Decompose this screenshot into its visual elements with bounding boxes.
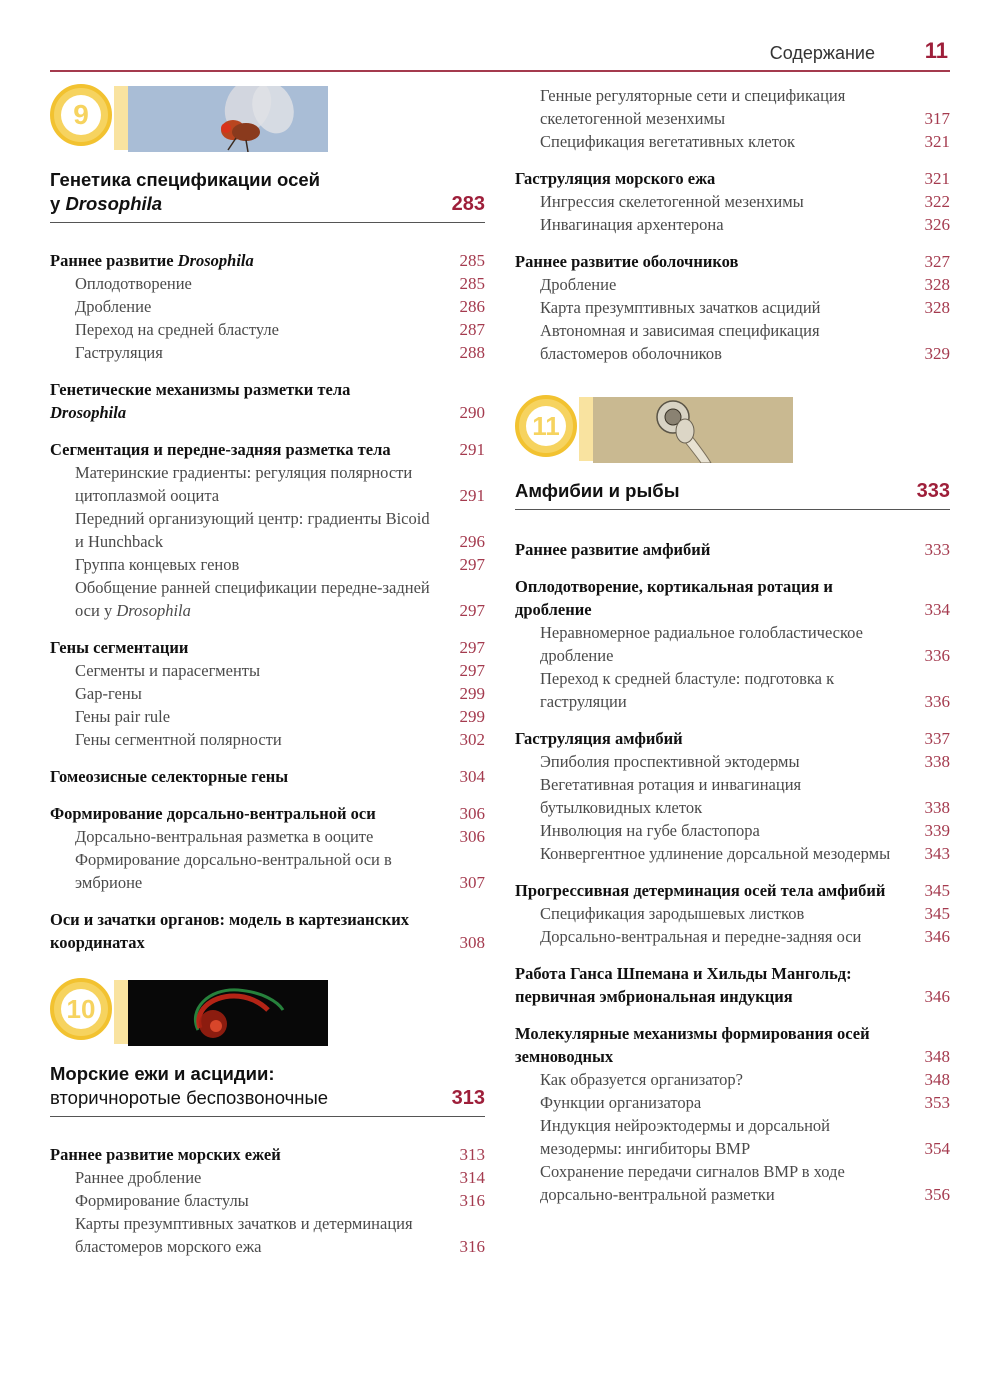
drosophila-image <box>128 86 328 152</box>
toc-entry[interactable]: Генетические механизмы разметки тела Drosophila 290 <box>50 380 485 422</box>
chapter-10-heading <box>50 1062 485 1117</box>
chapter-title: Амфибии и рыбы <box>515 480 680 501</box>
toc-subentry[interactable]: Материнские градиенты: регуляция полярности цитоплазмой ооцита 291 <box>75 463 485 505</box>
toc-subentry[interactable]: Gap-гены 299 <box>75 684 485 703</box>
toc-subentry[interactable]: Сегменты и парасегменты 297 <box>75 661 485 680</box>
toc-subentry[interactable]: Карта презумптивных зачатков асцидий 328 <box>540 298 950 317</box>
toc-entry[interactable]: Раннее развитие морских ежей 313 <box>50 1145 485 1164</box>
toc-entry[interactable]: Гаструляция амфибий 337 <box>515 729 950 748</box>
toc-entry[interactable]: Молекулярные механизмы формирования осей земноводных 348 <box>515 1024 950 1066</box>
toc-subentry[interactable]: Ингрессия скелетогенной мезенхимы 322 <box>540 192 950 211</box>
toc-subentry[interactable]: Спецификация зародышевых листков 345 <box>540 904 950 923</box>
toc-subentry[interactable]: Обобщение ранней спецификации передне-задней оси у Drosophila 297 <box>75 578 485 620</box>
toc-entry[interactable]: Формирование дорсально-вентральной оси 306 <box>50 804 485 823</box>
toc-entry[interactable]: Работа Ганса Шпемана и Хильды Мангольд: первичная эмбриональная индукция 346 <box>515 964 950 1006</box>
running-header <box>50 38 950 72</box>
tadpole-image <box>593 397 793 463</box>
toc-entry[interactable]: Оплодотворение, кортикальная ротация и дробление 334 <box>515 577 950 619</box>
toc-subentry[interactable]: Генные регуляторные сети и спецификация скелетогенной мезенхимы 317 <box>540 86 950 128</box>
page-number: 11 <box>924 38 948 63</box>
toc-entry[interactable]: Гаструляция морского ежа 321 <box>515 169 950 188</box>
toc-subentry[interactable]: Индукция нейроэктодермы и дорсальной мезодермы: ингибиторы BMP 354 <box>540 1116 950 1158</box>
toc-entry[interactable]: Раннее развитие Drosophila 285 <box>50 251 485 270</box>
toc-subentry[interactable]: Как образуется организатор? 348 <box>540 1070 950 1089</box>
toc-subentry[interactable]: Неравномерное радиальное голобластическое дробление 336 <box>540 623 950 665</box>
toc-subentry[interactable]: Группа концевых генов 297 <box>75 555 485 574</box>
toc-subentry[interactable]: Гаструляция 288 <box>75 343 485 362</box>
toc-subentry[interactable]: Спецификация вегетативных клеток 321 <box>540 132 950 151</box>
toc-subentry[interactable]: Формирование дорсально-вентральной оси в эмбрионе 307 <box>75 850 485 892</box>
toc-subentry[interactable]: Эпиболия проспективной эктодермы 338 <box>540 752 950 771</box>
section-title: Содержание <box>769 43 875 63</box>
toc-subentry[interactable]: Дорсально-вентральная и передне-задняя оси 346 <box>540 927 950 946</box>
toc-subentry[interactable]: Функции организатора 353 <box>540 1093 950 1112</box>
toc-subentry[interactable]: Дробление 286 <box>75 297 485 316</box>
chapter-number-circle <box>50 978 112 1040</box>
toc-subentry[interactable]: Дробление 328 <box>540 275 950 294</box>
toc-subentry[interactable]: Переход на средней бластуле 287 <box>75 320 485 339</box>
chapter-page: 313 <box>451 1087 485 1109</box>
chapter-number: 11 <box>532 410 560 441</box>
toc-subentry[interactable]: Гены сегментной полярности 302 <box>75 730 485 749</box>
toc-entry[interactable]: Раннее развитие оболочников 327 <box>515 252 950 271</box>
toc-subentry[interactable]: Карты презумптивных зачатков и детерминация бластомеров морского ежа 316 <box>75 1214 485 1256</box>
chapter-number-circle <box>515 395 577 457</box>
chapter-page: 283 <box>451 193 485 215</box>
toc-subentry[interactable]: Оплодотворение 285 <box>75 274 485 293</box>
toc-subentry[interactable]: Конвергентное удлинение дорсальной мезодермы 343 <box>540 844 950 863</box>
toc-subentry[interactable]: Инволюция на губе бластопора 339 <box>540 821 950 840</box>
chapter-subtitle: вторичноротые беспозвоночные <box>50 1087 329 1108</box>
toc-subentry[interactable]: Автономная и зависимая спецификация бластомеров оболочников 329 <box>540 321 950 363</box>
chapter-page: 333 <box>916 480 950 502</box>
right-column <box>515 84 950 1220</box>
toc-subentry[interactable]: Раннее дробление 314 <box>75 1168 485 1187</box>
toc-subentry[interactable]: Вегетативная ротация и инвагинация бутылковидных клеток 338 <box>540 775 950 817</box>
toc-subentry[interactable]: Сохранение передачи сигналов BMP в ходе дорсально-вентральной разметки 356 <box>540 1162 950 1204</box>
toc-entry[interactable]: Прогрессивная детерминация осей тела амфибий 345 <box>515 881 950 900</box>
toc-subentry[interactable]: Передний организующий центр: градиенты Bicoid и Hunchback 296 <box>75 509 485 551</box>
toc-entry[interactable]: Гены сегментации 297 <box>50 638 485 657</box>
toc-subentry[interactable]: Инвагинация архентерона 326 <box>540 215 950 234</box>
toc-subentry[interactable]: Формирование бластулы 316 <box>75 1191 485 1210</box>
chapter-11-heading <box>515 479 950 510</box>
chapter-title: Генетика спецификации осей <box>50 169 321 190</box>
chapter-number: 9 <box>73 99 89 130</box>
toc-subentry[interactable]: Дорсально-вентральная разметка в ооците 306 <box>75 827 485 846</box>
toc-entry[interactable]: Сегментация и передне-задняя разметка тела 291 <box>50 440 485 459</box>
chapter-title: Морские ежи и асцидии: <box>50 1063 275 1084</box>
toc-subentry[interactable]: Гены pair rule 299 <box>75 707 485 726</box>
chapter-number-circle <box>50 84 112 146</box>
chapter-9-badge <box>50 84 485 152</box>
left-column <box>50 84 485 1272</box>
toc-entry[interactable]: Гомеозисные селекторные гены 304 <box>50 767 485 786</box>
toc-entry[interactable]: Оси и зачатки органов: модель в картезианских координатах 308 <box>50 910 485 952</box>
embryo-image <box>128 980 328 1046</box>
chapter-number: 10 <box>66 993 96 1024</box>
chapter-9-heading: Генетика спецификации осей у Drosophila 283 <box>50 168 485 223</box>
toc-entry[interactable]: Раннее развитие амфибий 333 <box>515 540 950 559</box>
toc-subentry[interactable]: Переход к средней бластуле: подготовка к гаструляции 336 <box>540 669 950 711</box>
chapter-11-badge <box>515 395 950 463</box>
chapter-10-badge <box>50 978 485 1046</box>
